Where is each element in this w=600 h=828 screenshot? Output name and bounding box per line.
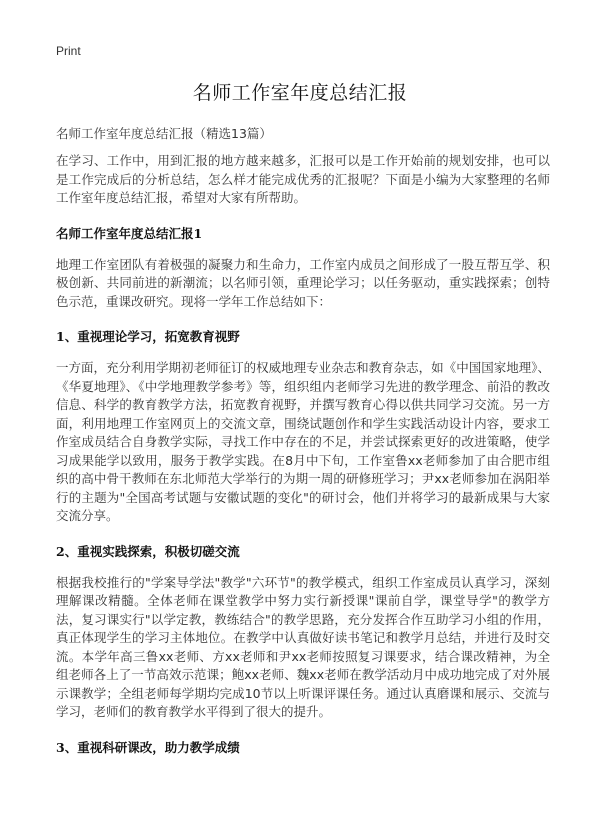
section-2-heading: 2、重视实践探索，积极切磋交流 xyxy=(56,543,240,559)
print-label[interactable]: Print xyxy=(56,44,81,58)
section-1-paragraph: 一方面，充分利用学期初老师征订的权威地理专业杂志和教育杂志，如《中国国家地理》、《华夏地理》、《中学地理教学参考》等，组织组内老师学习先进的教学理念、前沿的教改信息、科学的教育教学方法，拓宽教育视野，并撰写教育心得以供共同学习交流。另一方面，利用地理工作室网页上的交流文章，围绕试题创作和学生实践活动设计内容，要求工作室成员结合自身教学实际，寻找工作中存在的不足，并尝试探索更好的改进策略，使学习成果能学以致用，服务于教学实践。在8月中下旬，工作室鲁xx老师参加了由合肥市组织的高中骨干教师在东北师范大学举行的为期一周的研修班学习；尹xx老师参加在涡阳举行的主题为"全国高考试题与安徽试题的变化"的研讨会，他们并将学习的最新成果与大家交流分享。 xyxy=(56,360,550,523)
intro-paragraph: 在学习、工作中，用到汇报的地方越来越多，汇报可以是工作开始前的规划安排，也可以是工作完成后的分析总结，怎么样才能完成优秀的汇报呢？下面是小编为大家整理的名师工作室年度总结汇报，希望对大家有所帮助。 xyxy=(56,153,550,205)
subtitle: 名师工作室年度总结汇报（精选13篇） xyxy=(56,126,272,141)
page-title: 名师工作室年度总结汇报 xyxy=(192,82,408,104)
report-1-heading: 名师工作室年度总结汇报1 xyxy=(56,225,203,241)
report-1-intro-paragraph: 地理工作室团队有着极强的凝聚力和生命力，工作室内成员之间形成了一股互帮互学、积极创新、共同前进的新潮流；以名师引领，重理论学习；以任务驱动，重实践探索；创特色示范，重课改研究。现将一学年工作总结如下： xyxy=(56,256,550,309)
document-body xyxy=(56,124,550,770)
section-1-heading: 1、重视理论学习，拓宽教育视野 xyxy=(56,329,240,344)
section-2-paragraph: 根据我校推行的"学案导学法"教学"六环节"的教学模式，组织工作室成员认真学习，深刻理解课改精髓。全体老师在课堂教学中努力实行新授课"课前自学，课堂导学"的教学方法，复习课实行"以学定教，教练结合"的教学思路，充分发挥合作互助学习小组的作用，真正体现学生的学习主体地位。在教学中认真做好读书笔记和教学月总结，并进行及时交流。本学年高三鲁xx老师、方xx老师和尹xx老师按照复习课要求，结合课改精神，为全组老师各上了一节高效示范课；鲍xx老师、魏xx老师在教学活动月中成功地完成了对外展示课教学；全组老师每学期均完成10节以上听课评课任务。通过认真磨课和展示、交流与学习，老师们的教育教学水平得到了很大的提升。 xyxy=(56,574,550,719)
section-3-heading: 3、重视科研课改，助力教学成绩 xyxy=(56,739,240,755)
